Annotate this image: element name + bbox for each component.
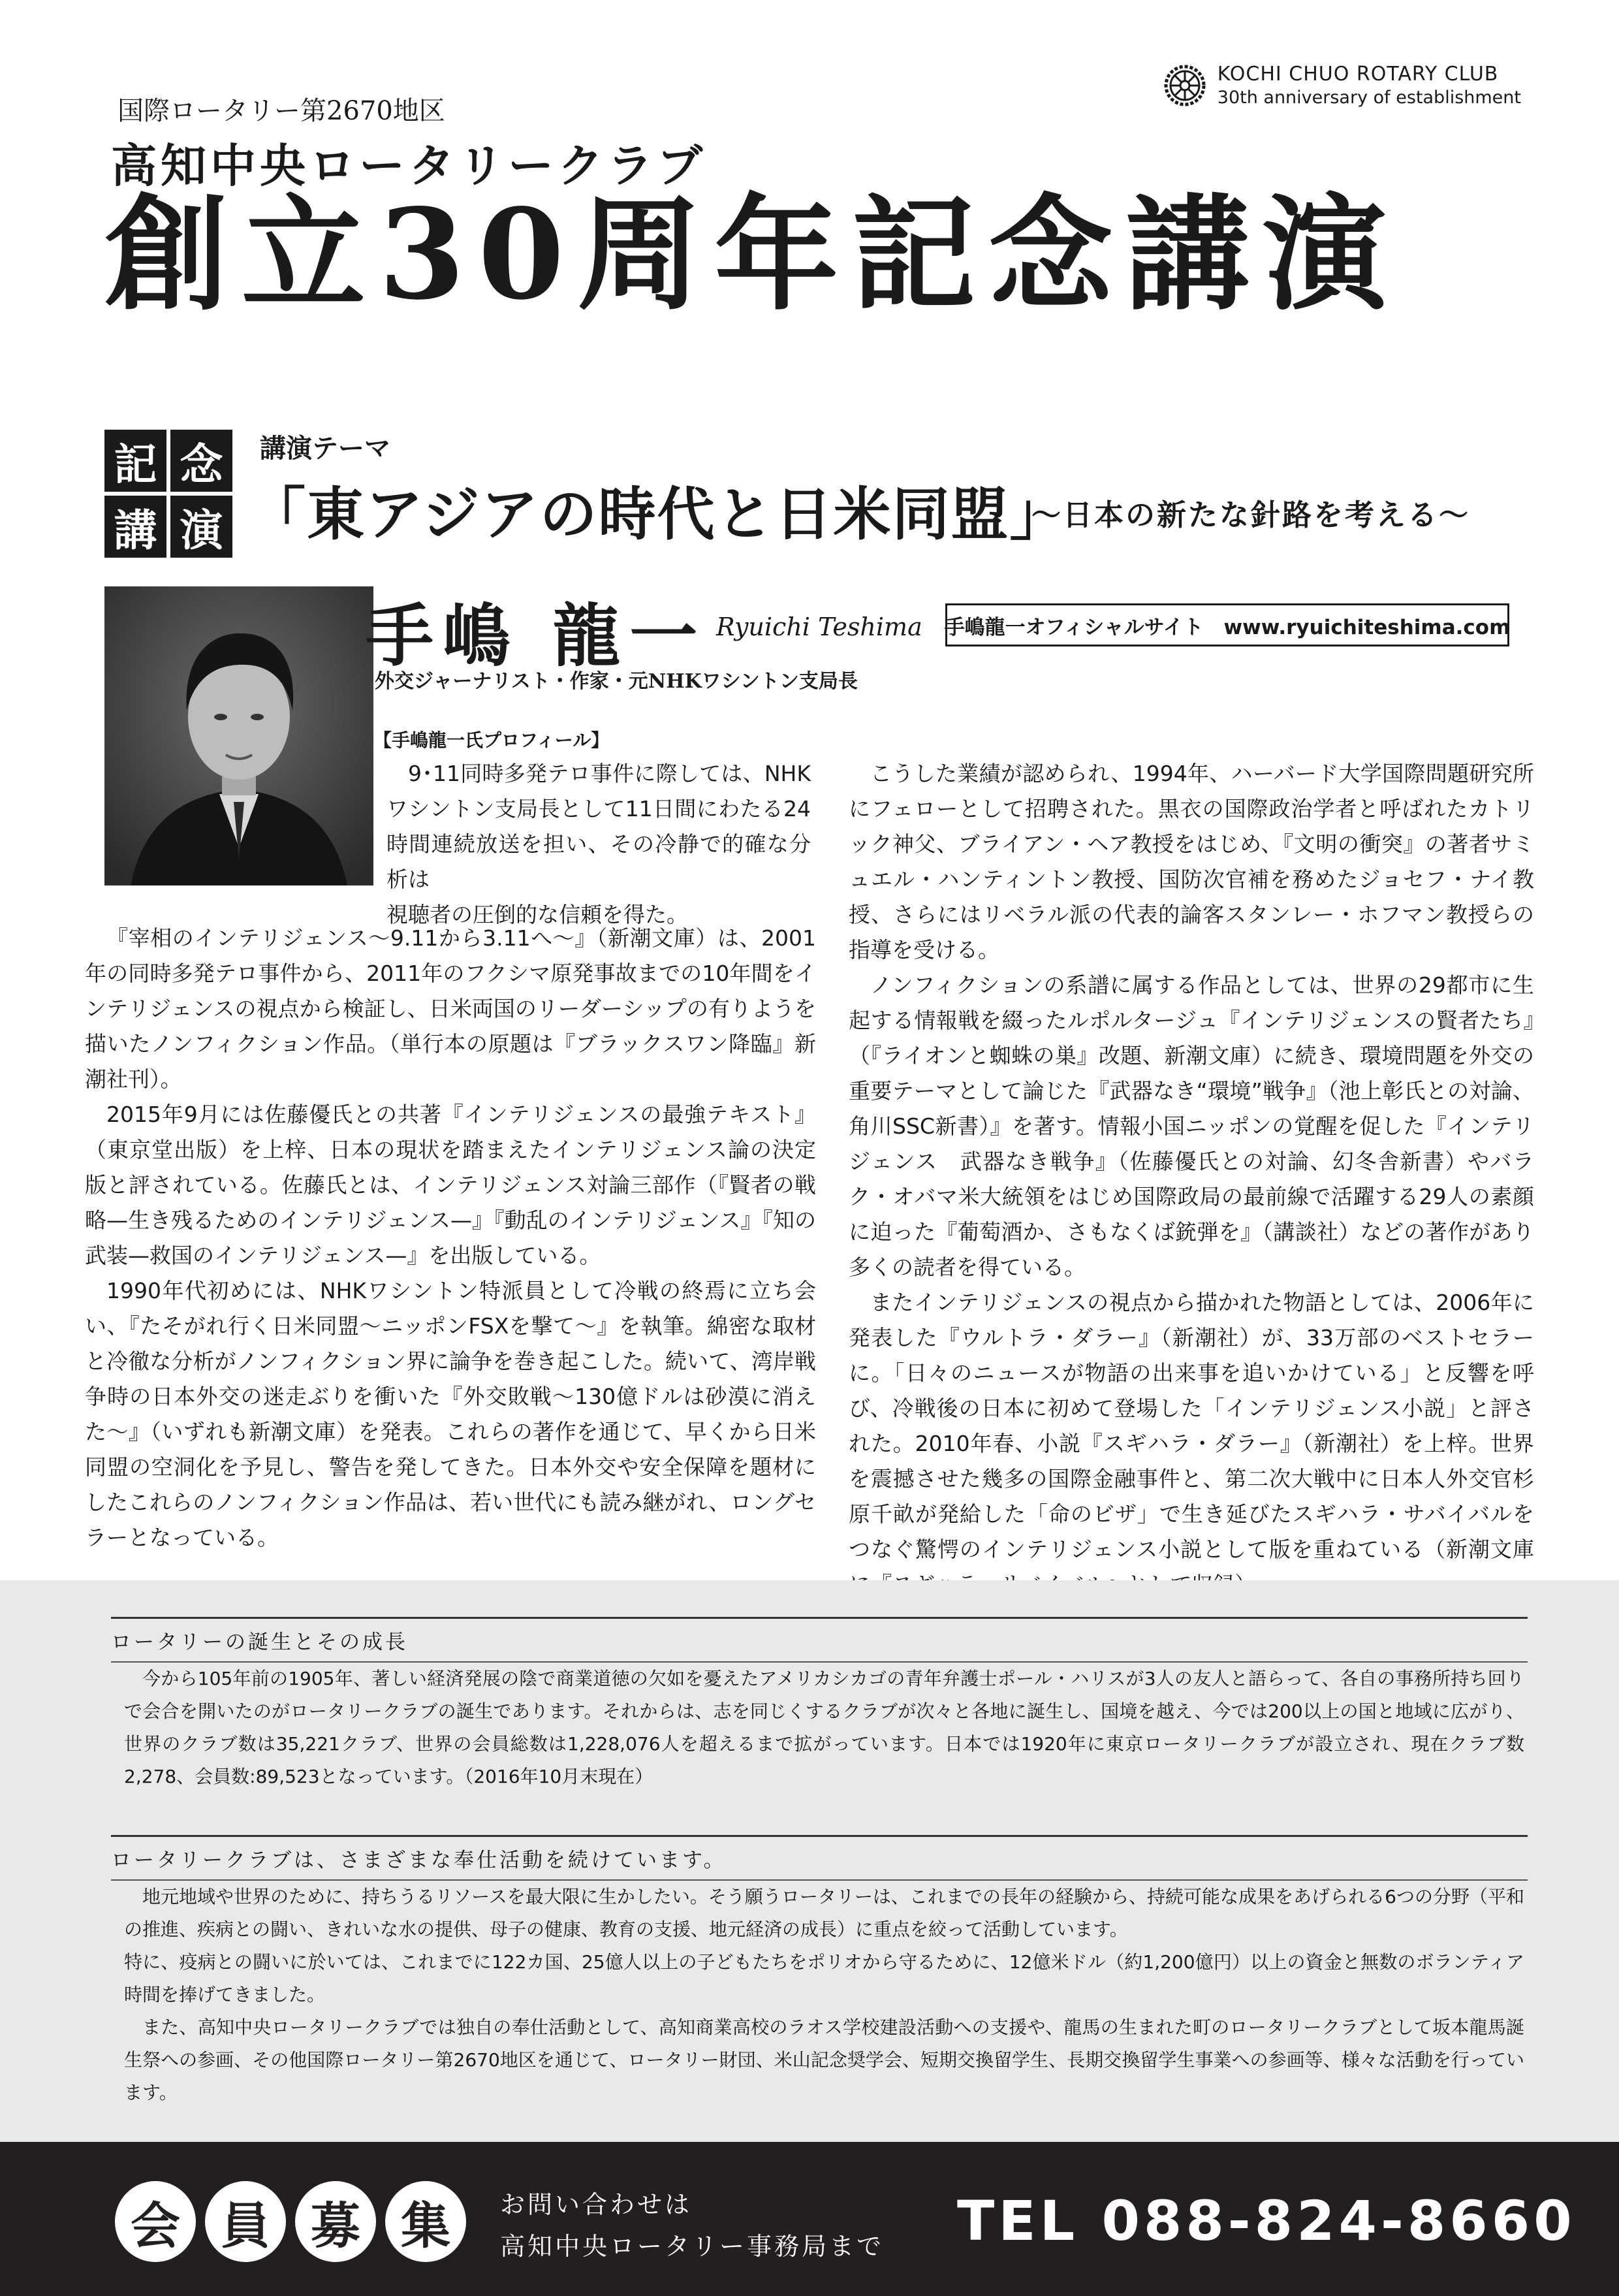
profile-heading: 【手嶋龍一氏プロフィール】 (373, 729, 610, 751)
contact-line-1: お問い合わせは (500, 2190, 693, 2219)
recruit-char: 員 (205, 2181, 286, 2262)
phone-number[interactable]: TEL 088-824-8660 (957, 2189, 1576, 2253)
rotary-info-section (0, 1580, 1619, 2142)
recruit-badges (115, 2181, 466, 2262)
speaker-name: 手嶋 龍一 (366, 596, 707, 676)
badge-char: 念 (170, 430, 232, 492)
history-paragraph: 今から105年前の1905年、著しい経済発展の陰で商業道徳の欠如を憂えたアメリカシカゴの青年弁護士ポール・ハリスが3人の友人と語らって、各自の事務所持ち回りで会合を開いたのがロータリークラブの誕生であります。それからは、志を同じくするクラブが次々と各地に誕生し、国境を越え、今では200以上の国と地域に広がり、世界のクラブ数は35,221クラブ、世界の会員総数は1,228,076人を超えるまで拡がっています。日本では1920年に東京ロータリークラブが設立され、現在クラブ数2,278、会員数:89,523となっています。（2016年10月末現在） (124, 1668, 1524, 1787)
recruit-char: 募 (295, 2181, 376, 2262)
speaker-role: 外交ジャーナリスト・作家・元NHKワシントン支局長 (375, 670, 858, 693)
rotary-wheel-icon (1164, 65, 1206, 106)
profile-paragraph: こうした業績が認められ、1994年、ハーバード大学国際問題研究所にフェローとして招聘された。黒衣の国際政治学者と呼ばれたカトリック神父、ブライアン・ヘア教授をはじめ、『文明の衝突』の著者サミュエル・ハンティントン教授、国防次官補を務めたジョセフ・ナイ教授、さらにはリベラル派の代表的論客スタンレー・ホフマン教授らの指導を受ける。 (849, 761, 1534, 963)
recruit-char: 集 (385, 2181, 466, 2262)
section-title-history: ロータリーの誕生とその成長 (111, 1617, 1528, 1663)
section-text-service (124, 1881, 1524, 2109)
profile-paragraph: またインテリジェンスの視点から描かれた物語としては、2006年に発表した『ウルトラ・ダラー』（新潮社）が、33万部のベストセラーに。「日々のニュースが物語の出来事を追いかけている」と反響を呼び、冷戦後の日本に初めて登場した「インテリジェンス小説」と評された。2010年春、小説『スギハラ・ダラー』（新潮社）を上梓。世界を震撼させた幾多の国際金融事件と、第二次大戦中に日本人外交官杉原千畝が発給した「命のビザ」で生き延びたスギハラ・サバイバルをつなぐ驚愕のインテリジェンス小説として版を重ねている（新潮文庫 (849, 1290, 1534, 1562)
logo-line-1: KOCHI CHUO ROTARY CLUB (1217, 63, 1499, 86)
theme-subtitle: 〜日本の新たな針路を考える〜 (1031, 498, 1471, 532)
badge-char: 講 (104, 496, 166, 558)
recruit-char: 会 (115, 2181, 196, 2262)
profile-paragraph: 2015年9月には佐藤優氏との共著『インテリジェンスの最強テキスト』（東京堂出版）を上梓、日本の現状を踏まえたインテリジェンス論の決定版と評されている。佐藤氏とは、インテリジェンス対論三部作（『賢者の戦略—生き残るためのインテリジェンス—』『動乱のインテリジェンス』『知の武装—救国のインテリジェンス—』を出版している。 (85, 1102, 816, 1268)
profile-paragraph: 1990年代初めには、NHKワシントン特派員として冷戦の終焉に立ち会い、『たそがれ行く日米同盟〜ニッポンFSXを撃て〜』を執筆。綿密な取材と冷徹な分析がノンフィクション界に論争を巻き起こした。続いて、湾岸戦争時の日本外交の迷走ぶりを衝いた『外交敗戦〜130億ドルは砂漠に消えた〜』（いずれも新潮文庫）を発表。これらの著作を通じて、早くから日米同盟の空洞化を予見し、警告を発してきた。日本外交や安全保障を題材にしたこれらのノンフィクション作品は、若い世代にも読み継がれ、ロングセラーとなっている。 (85, 1278, 816, 1550)
profile-right-column (849, 756, 1534, 1673)
speaker-photo (104, 586, 373, 885)
official-site-link[interactable]: 手嶋龍一オフィシャルサイト www.ryuichiteshima.com (945, 603, 1509, 646)
theme-label: 講演テーマ (260, 433, 390, 464)
service-paragraph: 特に、疫病との闘いに於いては、これまでに122カ国、25億人以上の子どもたちをポリオから守るために、12億米ドル（約1,200億円）以上の資金と無数のボランティア時間を捧げてきました。 (124, 1951, 1524, 2005)
contact-info (500, 2184, 884, 2267)
commemorative-lecture-badge (104, 430, 232, 558)
speaker-portrait (104, 586, 373, 885)
profile-intro (386, 756, 811, 933)
club-name: 高知中央ロータリークラブ (111, 138, 706, 193)
club-logo (1164, 62, 1521, 108)
badge-char: 記 (104, 430, 166, 492)
speaker-name-roman: Ryuichi Teshima (716, 613, 922, 641)
profile-paragraph: 『宰相のインテリジェンス〜9.11から3.11へ〜』（新潮文庫）は、2001年の同時多発テロ事件から、2011年のフクシマ原発事故までの10年間をインテリジェンスの視点から検証し、日米両国のリーダーシップの有りようを描いたノンフィクション作品。（単行本の原題は『ブラックスワン降臨』新潮社刊）。 (85, 925, 816, 1092)
badge-char: 演 (170, 496, 232, 558)
footer-recruit-banner (0, 2142, 1619, 2296)
section-text-history (124, 1663, 1524, 1793)
logo-line-2: 30th anniversary of establishment (1217, 87, 1521, 108)
section-title-service: ロータリークラブは、さまざまな奉仕活動を続けています。 (111, 1835, 1528, 1881)
main-title: 創立30周年記念講演 (104, 182, 1400, 327)
contact-line-2: 高知中央ロータリー事務局まで (500, 2232, 885, 2261)
service-paragraph: また、高知中央ロータリークラブでは独自の奉仕活動として、高知商業高校のラオス学校建設活動への支援や、龍馬の生まれた町のロータリークラブとして坂本龍馬誕生祭への参画、その他国際ロータリー第2670地区を通じて、ロータリー財団、米山記念奨学会、短期交換留学生、長期交換留学生事業への参画等、様々な活動を行っています。 (124, 2017, 1524, 2103)
profile-intro-text: 9･11同時多発テロ事件に際しては、NHKワシントン支局長として11日間にわたる24時間連続放送を担い、その冷静で的確な分析は (386, 761, 811, 892)
profile-intro-end: 視聴者の圧倒的な信頼を得た。 (386, 902, 688, 927)
profile-paragraph: ノンフィクションの系譜に属する作品としては、世界の29都市に生起する情報戦を綴ったルポルタージュ『インテリジェンスの賢者たち』（『ライオンと蜘蛛の巣』改題、新潮文庫）に続き、環境問題を外交の重要テーマとして論じた『武器なき“環境”戦争』（池上彰氏との対論、角川SSC新書）』を著す。情報小国ニッポンの覚醒を促した『インテリジェンス 武器なき戦争』（佐藤優氏との対論、幻冬舎新書）やバラク・オバマ米大統領をはじめ国際政局の最前線で活躍する29人の素顔に迫った『葡萄酒か、さもなくば銃弾を』（講談社）などの著作があり多くの読者を得ている。 (849, 972, 1535, 1280)
profile-left-column (85, 921, 816, 1555)
district-label: 国際ロータリー第2670地区 (118, 96, 445, 126)
theme-title: 「東アジアの時代と日米同盟」 (248, 480, 1069, 548)
service-paragraph: 地元地域や世界のために、持ちうるリソースを最大限に生かしたい。そう願うロータリーは、これまでの長年の経験から、持続可能な成果をあげられる6つの分野（平和の推進、疾病との闘い、きれいな水の提供、母子の健康、教育の支援、地元経済の成長）に重点を絞って活動しています。 (124, 1886, 1524, 1940)
